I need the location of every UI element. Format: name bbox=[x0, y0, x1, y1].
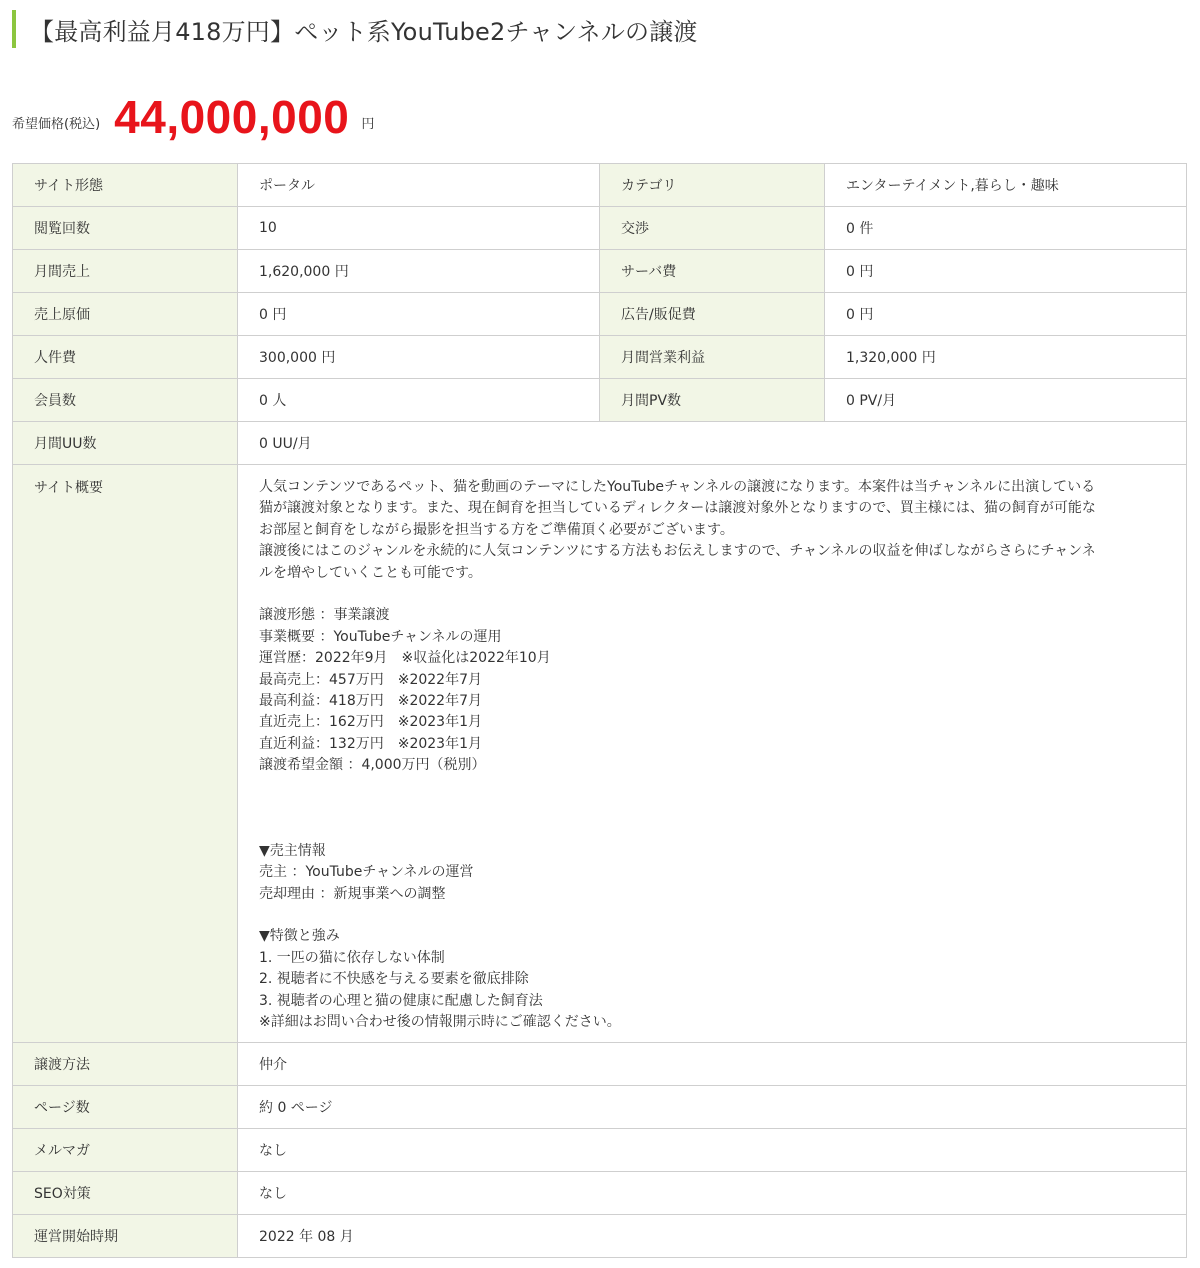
table-row bbox=[13, 422, 1187, 465]
pages-value: 約 0 ページ bbox=[238, 1086, 1187, 1129]
overview-label: サイト概要 bbox=[13, 465, 238, 1043]
overview-line: 猫が譲渡対象となります。また、現在飼育を担当しているディレクターは譲渡対象外となりますので、買主様には、猫の飼育が可能な bbox=[259, 500, 1096, 517]
overview-line: 直近利益：132万円 ※2023年1月 bbox=[259, 735, 482, 752]
overview-line: 1. 一匹の猫に依存しない体制 bbox=[259, 949, 445, 966]
seo-label: SEO対策 bbox=[13, 1172, 238, 1215]
overview-line bbox=[259, 798, 1165, 819]
price-unit: 円 bbox=[361, 117, 375, 132]
pv-label: 月間PV数 bbox=[600, 379, 825, 422]
price-value: 44,000,000 bbox=[114, 91, 350, 143]
views-label: 閲覧回数 bbox=[13, 207, 238, 250]
members-label: 会員数 bbox=[13, 379, 238, 422]
monthly-sales-label: 月間売上 bbox=[13, 250, 238, 293]
pv-value: 0 PV/月 bbox=[825, 379, 1187, 422]
overview-line bbox=[259, 819, 1165, 840]
price-label: 希望価格(税込) bbox=[12, 117, 101, 132]
overview-text bbox=[238, 465, 1187, 1043]
category-label: カテゴリ bbox=[600, 164, 825, 207]
overview-line: 直近売上：162万円 ※2023年1月 bbox=[259, 714, 482, 731]
overview-line bbox=[259, 905, 1165, 926]
table-row bbox=[13, 293, 1187, 336]
ad-cost-value: 0 円 bbox=[825, 293, 1187, 336]
site-type-value: ポータル bbox=[238, 164, 600, 207]
overview-line: 事業概要 ：YouTubeチャンネルの運用 bbox=[259, 628, 502, 645]
transfer-method-label: 譲渡方法 bbox=[13, 1043, 238, 1086]
uu-value: 0 UU/月 bbox=[238, 422, 1187, 465]
ad-cost-label: 広告/販促費 bbox=[600, 293, 825, 336]
table-row bbox=[13, 1043, 1187, 1086]
overview-line: 2. 視聴者に不快感を与える要素を徹底排除 bbox=[259, 971, 529, 988]
overview-line: 人気コンテンツであるペット、猫を動画のテーマにしたYouTubeチャンネルの譲渡になります。本案件は当チャンネルに出演している bbox=[259, 479, 1096, 495]
listing-title-bar bbox=[12, 10, 698, 48]
views-value: 10 bbox=[238, 207, 600, 250]
table-row bbox=[13, 1215, 1187, 1258]
cogs-value: 0 円 bbox=[238, 293, 600, 336]
overview-line: ▼特徴と強み bbox=[259, 928, 340, 945]
start-label: 運営開始時期 bbox=[13, 1215, 238, 1258]
newsletter-value: なし bbox=[238, 1129, 1187, 1172]
overview-line: ※詳細はお問い合わせ後の情報開示時にご確認ください。 bbox=[259, 1014, 621, 1031]
transfer-method-value: 仲介 bbox=[238, 1043, 1187, 1086]
newsletter-label: メルマガ bbox=[13, 1129, 238, 1172]
overview-line: 売主 ：YouTubeチャンネルの運営 bbox=[259, 864, 474, 881]
overview-line: ▼売主情報 bbox=[259, 842, 326, 859]
overview-line: お部屋と飼育をしながら撮影を担当する方をご準備頂く必要がございます。 bbox=[259, 521, 734, 538]
server-cost-value: 0 円 bbox=[825, 250, 1187, 293]
overview-line bbox=[259, 777, 1165, 798]
overview-line bbox=[259, 584, 1165, 605]
op-profit-label: 月間営業利益 bbox=[600, 336, 825, 379]
members-value: 0 人 bbox=[238, 379, 600, 422]
table-row bbox=[13, 1172, 1187, 1215]
negotiation-label: 交渉 bbox=[600, 207, 825, 250]
table-row bbox=[13, 1086, 1187, 1129]
overview-line: 運営歴：2022年9月 ※収益化は2022年10月 bbox=[259, 650, 551, 667]
table-row bbox=[13, 336, 1187, 379]
table-row bbox=[13, 250, 1187, 293]
overview-line: ルを増やしていくことも可能です。 bbox=[259, 564, 482, 581]
labor-value: 300,000 円 bbox=[238, 336, 600, 379]
table-row bbox=[13, 1129, 1187, 1172]
price-row bbox=[12, 86, 374, 142]
seo-value: なし bbox=[238, 1172, 1187, 1215]
spec-table bbox=[12, 163, 1187, 1258]
server-cost-label: サーバ費 bbox=[600, 250, 825, 293]
pages-label: ページ数 bbox=[13, 1086, 238, 1129]
op-profit-value: 1,320,000 円 bbox=[825, 336, 1187, 379]
table-row bbox=[13, 164, 1187, 207]
overview-line: 譲渡後にはこのジャンルを永続的に人気コンテンツにする方法もお伝えしますので、チャンネルの収益を伸ばしながらさらにチャンネ bbox=[259, 543, 1096, 560]
listing-title: 【最高利益月418万円】ペット系YouTube2チャンネルの譲渡 bbox=[30, 17, 698, 46]
monthly-sales-value: 1,620,000 円 bbox=[238, 250, 600, 293]
overview-line: 3. 視聴者の心理と猫の健康に配慮した飼育法 bbox=[259, 992, 543, 1009]
site-type-label: サイト形態 bbox=[13, 164, 238, 207]
cogs-label: 売上原価 bbox=[13, 293, 238, 336]
overview-line: 最高利益：418万円 ※2022年7月 bbox=[259, 693, 482, 710]
table-row bbox=[13, 207, 1187, 250]
uu-label: 月間UU数 bbox=[13, 422, 238, 465]
overview-line: 最高売上：457万円 ※2022年7月 bbox=[259, 671, 482, 688]
start-value: 2022 年 08 月 bbox=[238, 1215, 1187, 1258]
overview-line: 売却理由 ：新規事業への調整 bbox=[259, 885, 446, 902]
category-value: エンターテイメント,暮らし・趣味 bbox=[825, 164, 1187, 207]
overview-line: 譲渡希望金額 ：4,000万円（税別） bbox=[259, 757, 486, 774]
table-row bbox=[13, 379, 1187, 422]
negotiation-value: 0 件 bbox=[825, 207, 1187, 250]
table-row bbox=[13, 465, 1187, 1043]
labor-label: 人件費 bbox=[13, 336, 238, 379]
overview-line: 譲渡形態 ：事業譲渡 bbox=[259, 607, 390, 624]
